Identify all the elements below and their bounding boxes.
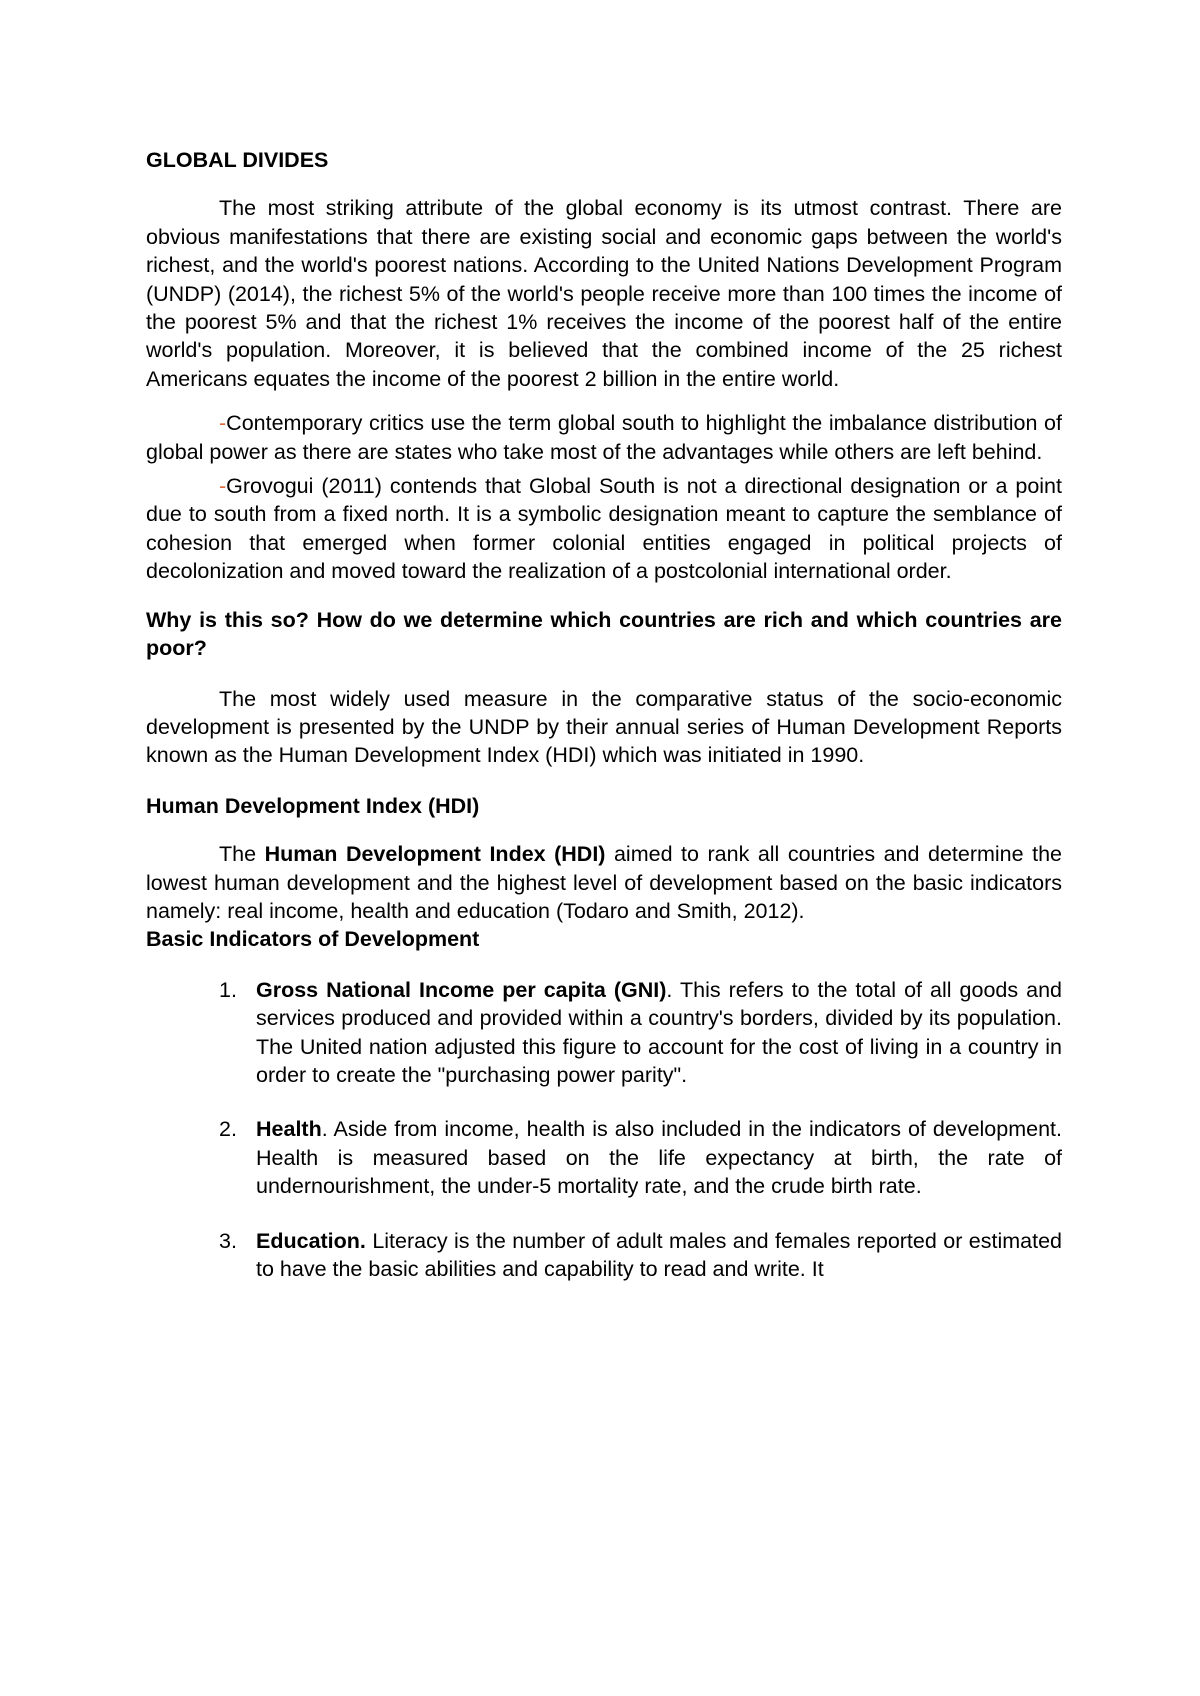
bullet-text: Grovogui (2011) contends that Global South is not a directional designation or a point due to south from a fixed north. It is a symbolic designation meant to capture the semblance of cohesion that emerged when former colonial entities engaged in political projects of decolonization and moved toward the realization of a postcolonial international order. [146,474,1062,584]
list-item-gni [146,976,1062,1090]
list-item-text: . Aside from income, health is also included in the indicators of development. Health is measured based on the life expectancy at birth, the rate of undernourishment, the under-5 mortality rate, and the crude birth rate. [256,1117,1062,1199]
hdi-def-term: Human Development Index (HDI) [264,842,606,867]
bullet-dash-marker: - [219,474,227,499]
page-title: GLOBAL DIVIDES [146,148,329,172]
document-page [146,146,1062,1309]
list-item-number: 3. [219,1228,237,1253]
bullet-text: Contemporary critics use the term global south to highlight the imbalance distribution of global power as there are states who take most of the advantages while others are left behind. [146,411,1062,464]
hdi-def-rest: aimed to rank all countries and determine the lowest human development and the highest level of development based on the basic indicators namely: real income, health and education (Todaro and Smith, 2012). [146,842,1062,923]
hdi-intro-paragraph: The most widely used measure in the comparative status of the socio-economic development is presented by the UNDP by their annual series of Human Development Reports known as the Human Development Index (HDI) which was initiated in 1990. [146,686,1062,768]
hdi-section-title: Human Development Index (HDI) [146,793,480,818]
bullet-paragraph-global-south [146,409,1062,466]
list-item-number: 1. [219,977,237,1002]
bullet-dash-marker: - [219,411,227,436]
question-heading: Why is this so? How do we determine which countries are rich and which countries are poor? [146,607,1062,661]
bullet-paragraph-grovogui [146,472,1062,586]
list-item-text: . This refers to the total of all goods and services produced and provided within a country's borders, divided by its population. The United nation adjusted this figure to account for the cost of living in a country in order to create the "purchasing power parity". [256,977,1062,1087]
list-item-term: Education. [256,1228,366,1253]
list-item-term: Health [256,1117,322,1142]
list-item-text: Literacy is the number of adult males and females reported or estimated to have the basic abilities and capability to read and write. It [256,1228,1062,1281]
indicators-section-title: Basic Indicators of Development [146,927,480,952]
list-item-term: Gross National Income per capita (GNI) [256,977,667,1002]
intro-paragraph: The most striking attribute of the global economy is its utmost contrast. There are obvious manifestations that there are existing social and economic gaps between the world's richest, and the world's poorest nations. According to the United Nations Development Program (UNDP) (2014), the richest 5% of the world's people receive more than 100 times the income of the poorest 5% and that the richest 1% receives the income of the poorest half of the entire world's population. Moreover, it is believed that the combined income of the 25 richest Americans equates the income of the poorest 2 billion in the entire world. [146,196,1062,391]
hdi-definition-paragraph [146,840,1062,925]
hdi-def-lead: The [219,842,265,867]
list-item-health [146,1115,1062,1200]
list-item-education [146,1227,1062,1284]
indicators-list [146,976,1062,1284]
list-item-number: 2. [219,1117,237,1142]
